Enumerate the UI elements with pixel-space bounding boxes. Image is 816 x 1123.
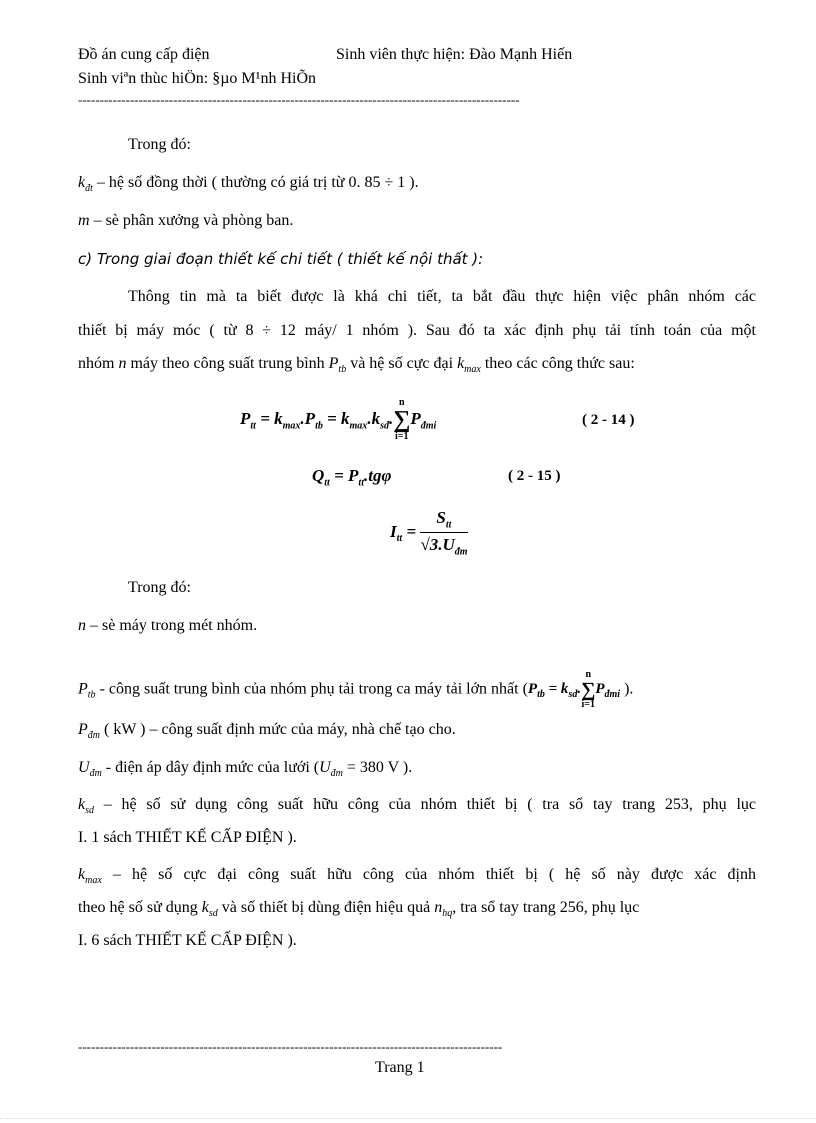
kmax-l2-c: , tra sổ tay trang 256, phụ lục	[452, 899, 640, 916]
equation-2-14: $P_{tt} = k_{max}.P_{tb} = k_{max}.k_{sd}$. n ∑ i=1 $P_{đmi}$	[240, 397, 437, 442]
header-left: Đồ án cung cấp điện	[78, 46, 210, 63]
n-text: – sè máy trong mét nhóm.	[86, 617, 258, 634]
paragraph-line-1: Thông tin mà ta biết được là khá chi tiết, ta bắt đầu thực hiện việc phân nhóm các	[128, 288, 756, 305]
m-symbol: m	[78, 212, 90, 229]
equation-2-15: $Q_{tt} = P_{tt}.tg\varphi$	[312, 466, 392, 489]
udm-text: - điện áp dây định mức của lưới (	[101, 759, 320, 776]
pdm-definition	[78, 721, 456, 741]
section-c-heading: c) Trong giai đoạn thiết kế chi tiết ( thiết kế nội thất ):	[78, 250, 484, 268]
p3-b: máy theo công suất trung bình	[126, 355, 329, 372]
kmax-l2-ksd-sub: sd	[208, 908, 218, 920]
ptb-symbol: P	[78, 680, 88, 698]
kmax-definition-line-1	[78, 866, 756, 886]
header-garbled: Sinh viªn thùc hiÖn: §µo M¹nh HiÕn	[78, 70, 316, 87]
udm-symbol: U	[78, 759, 90, 776]
n-symbol: n	[78, 617, 86, 634]
kdt-definition	[78, 174, 419, 194]
udm-subscript: đm	[89, 768, 102, 780]
p3-a: nhóm	[78, 355, 119, 372]
kmax-subscript: max	[85, 875, 102, 887]
equation-2-14-label: ( 2 - 14 )	[582, 412, 635, 428]
ksd-text: – hệ số sử dụng công suất hữu công của nhóm thiết bị ( tra sổ tay trang 253, phụ lục	[94, 796, 756, 813]
ksd-definition-line-2: I. 1 sách THIẾT KẾ CẤP ĐIỆN ).	[78, 829, 297, 846]
ptb-inline-formula: $P_{tb} = k_{sd}$. n ∑ i=1 $P_{đmi}$	[527, 669, 621, 710]
equation-current: $I_{tt}$ = $\frac{S_{tt}}{√3.U_{đm}}$	[390, 508, 468, 558]
pdm-text: ( kW ) – công suất định mức của máy, nhà chế tạo cho.	[100, 721, 456, 738]
udm-definition	[78, 759, 412, 779]
kmax-l2-a: theo hệ số sử dụng	[78, 899, 202, 916]
paragraph-line-2: thiết bị máy móc ( từ 8 ÷ 12 máy/ 1 nhóm ). Sau đó ta xác định phụ tải tính toán của một	[78, 322, 756, 339]
kmax-text: – hệ số cực đại công suất hữu công của nhóm thiết bị ( hệ số này được xác định	[101, 866, 756, 883]
p3-ptb: P	[328, 355, 339, 372]
kmax-l2-b: và số thiết bị dùng điện hiệu quả	[217, 899, 435, 916]
ksd-subscript: sd	[85, 805, 95, 817]
kdt-text: – hệ số đồng thời ( thường có giá trị từ 0. 85 ÷ 1 ).	[92, 174, 419, 191]
footer-rule: --------------------------------------------------------------------------------------------------	[78, 1039, 503, 1054]
page-edge-divider	[0, 1118, 816, 1119]
equation-2-15-label: ( 2 - 15 )	[508, 468, 561, 484]
pdm-symbol: P	[78, 721, 88, 738]
p3-n: n	[118, 355, 127, 372]
page-number: Trang 1	[375, 1059, 425, 1076]
kmax-l2-nhq: n	[434, 899, 443, 916]
p3-kmax: k	[457, 355, 465, 372]
udm-subscript-2: đm	[330, 768, 343, 780]
m-definition	[78, 212, 293, 230]
ptb-close: ).	[624, 680, 634, 698]
kmax-l2-nhq-sub: hq	[442, 908, 453, 920]
pdm-subscript: đm	[87, 730, 101, 742]
udm-text-2: = 380 V ).	[342, 759, 413, 776]
p3-d: theo các công thức sau:	[480, 355, 635, 372]
paragraph-line-3	[78, 355, 635, 375]
p3-kmax-sub: max	[464, 364, 481, 376]
ksd-symbol: k	[78, 796, 86, 813]
trong-do-heading: Trong đó:	[128, 136, 191, 153]
m-text: – sè phân xưởng và phòng ban.	[89, 212, 294, 229]
kmax-definition-line-2	[78, 899, 639, 919]
kdt-subscript: đt	[85, 183, 93, 195]
kmax-l2-ksd: k	[201, 899, 209, 916]
p3-ptb-sub: tb	[338, 364, 347, 376]
kmax-symbol: k	[78, 866, 86, 883]
ptb-text: - công suất trung bình của nhóm phụ tải trong ca máy tải lớn nhất (	[95, 680, 528, 698]
trong-do-heading-2: Trong đó:	[128, 579, 191, 596]
header-rule: ------------------------------------------------------------------------------------------------------	[78, 92, 520, 107]
n-definition	[78, 617, 257, 635]
ptb-subscript: tb	[87, 689, 96, 701]
ksd-definition-line-1	[78, 796, 756, 816]
udm-symbol-2: U	[319, 759, 331, 776]
kmax-definition-line-3: I. 6 sách THIẾT KẾ CẤP ĐIỆN ).	[78, 932, 297, 949]
ptb-definition	[78, 670, 633, 710]
p3-c: và hệ số cực đại	[346, 355, 458, 372]
kdt-symbol: k	[78, 174, 86, 191]
header-right: Sinh viên thực hiện: Đào Mạnh Hiến	[336, 46, 573, 63]
